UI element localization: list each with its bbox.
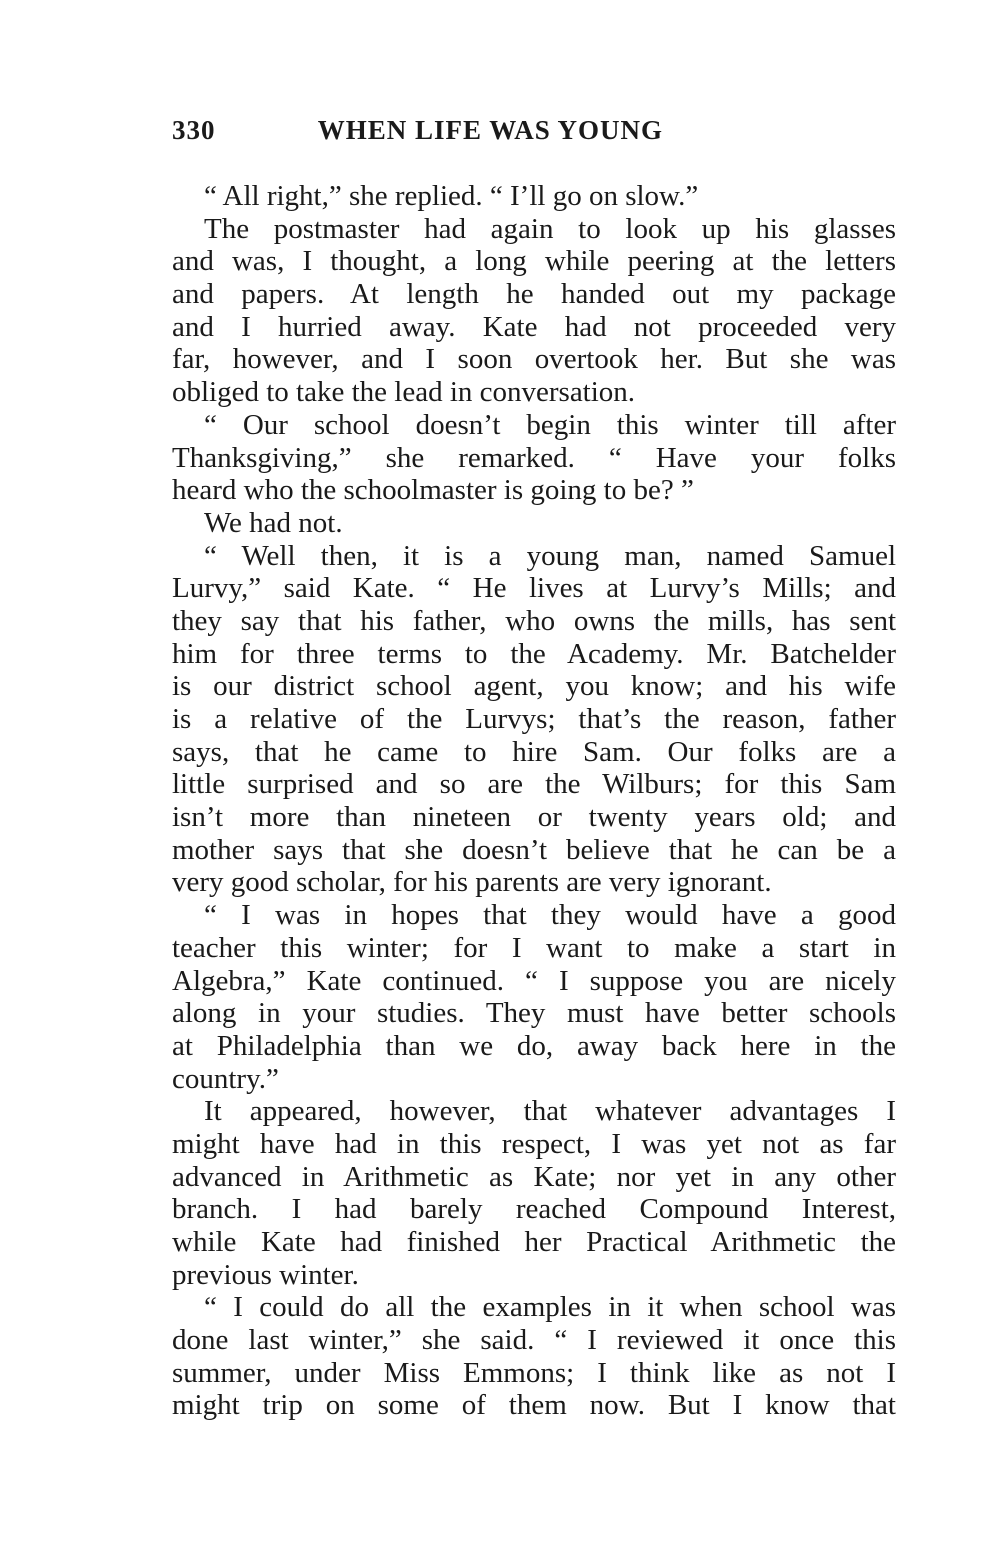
text-line: obliged to take the lead in conversation. [172,376,636,409]
text-line: little surprised and so are the Wilburs; for this Sam [172,768,896,801]
text-line: country.” [172,1062,279,1095]
text-line: isn’t more than nineteen or twenty years old; and [172,801,896,834]
text-line: We had not. [204,506,343,539]
text-line: along in your studies. They must have better schools [172,997,896,1030]
text-line: “ Our school doesn’t begin this winter till after [204,408,896,441]
text-line: Algebra,” Kate continued. “ I suppose you are nicely [172,964,896,997]
text-line: might have had in this respect, I was yet not as far [172,1127,896,1160]
text-line: “ I was in hopes that they would have a good [204,899,896,932]
text-line: they say that his father, who owns the mills, has sent [172,604,896,637]
text-line: previous winter. [172,1258,359,1291]
text-line: far, however, and I soon overtook her. But she was [172,343,896,376]
text-line: him for three terms to the Academy. Mr. Batchelder [172,637,896,670]
text-line: It appeared, however, that whatever advantages I [204,1095,896,1128]
text-line: Lurvy,” said Kate. “ He lives at Lurvy’s Mills; and [172,572,896,605]
text-line: is our district school agent, you know; and his wife [172,670,896,703]
text-line: while Kate had finished her Practical Arithmetic the [172,1226,896,1258]
page-number: 330 [172,115,216,145]
body-text [172,180,896,1422]
text-line: says, that he came to hire Sam. Our folks are a [172,735,896,768]
text-line: is a relative of the Lurvys; that’s the reason, father [172,703,896,735]
text-line: “ Well then, it is a young man, named Samuel [204,539,896,572]
text-line: might trip on some of them now. But I know that [172,1389,896,1422]
text-line: mother says that she doesn’t believe that he can be a [172,833,896,866]
text-line: The postmaster had again to look up his glasses [204,212,896,245]
text-line: “ I could do all the examples in it when school was [204,1291,896,1324]
running-head [172,108,772,152]
text-line: and was, I thought, a long while peering at the letters [172,245,896,278]
text-line: advanced in Arithmetic as Kate; nor yet in any other [172,1160,896,1193]
text-line: very good scholar, for his parents are very ignorant. [172,866,772,899]
running-title: WHEN LIFE WAS YOUNG [317,115,664,145]
text-line: branch. I had barely reached Compound Interest, [172,1193,896,1226]
text-line: “ All right,” she replied. “ I’ll go on slow.” [204,180,699,212]
text-line: and papers. At length he handed out my package [172,278,896,311]
text-line: teacher this winter; for I want to make a start in [172,931,896,964]
text-line: and I hurried away. Kate had not proceeded very [172,310,896,343]
text-line: at Philadelphia than we do, away back here in the [172,1029,896,1062]
text-line: done last winter,” she said. “ I reviewed it once this [172,1324,896,1357]
text-line: summer, under Miss Emmons; I think like as not I [172,1356,896,1389]
text-line: heard who the schoolmaster is going to be? ” [172,474,694,507]
text-line: Thanksgiving,” she remarked. “ Have your folks [172,441,896,474]
